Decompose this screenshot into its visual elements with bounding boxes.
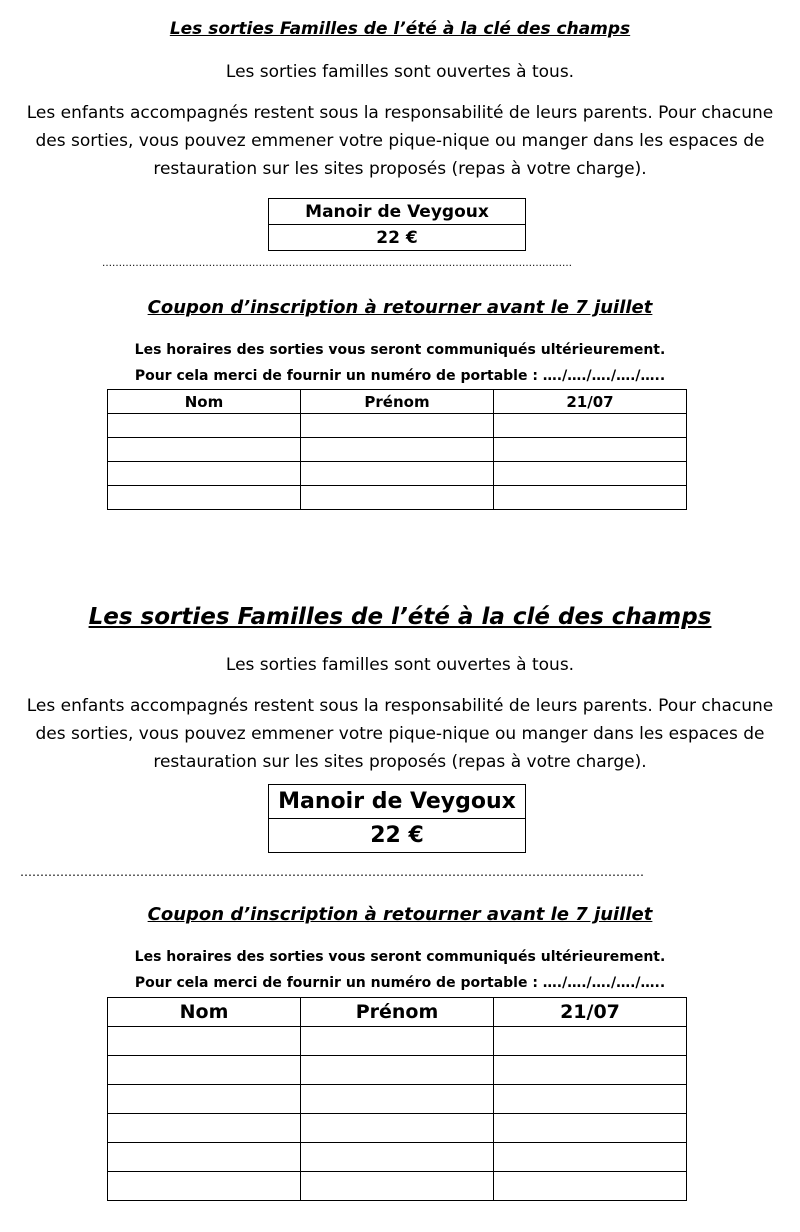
cell-nom[interactable] bbox=[108, 1172, 301, 1201]
section1-price: 22 € bbox=[269, 225, 526, 251]
table-row bbox=[108, 1114, 687, 1143]
cell-nom[interactable] bbox=[108, 1114, 301, 1143]
section2-phone-note: Pour cela merci de fournir un numéro de portable : …./…./…./…./….. bbox=[134, 975, 666, 991]
section2-schedule-note: Les horaires des sorties vous seront communiqués ultérieurement. bbox=[134, 949, 666, 965]
table-row bbox=[108, 438, 687, 462]
section2-venue: Manoir de Veygoux bbox=[269, 785, 526, 819]
section1-phone-note: Pour cela merci de fournir un numéro de portable : …./…./…./…./….. bbox=[134, 368, 666, 384]
table-row bbox=[108, 486, 687, 510]
section1-separator: …………………………………………………………………………………………………………………………… bbox=[102, 258, 572, 269]
cell-nom[interactable] bbox=[108, 438, 301, 462]
header-prenom: Prénom bbox=[301, 390, 494, 414]
header-date: 21/07 bbox=[494, 998, 687, 1027]
section1-venue: Manoir de Veygoux bbox=[269, 199, 526, 225]
cell-date[interactable] bbox=[494, 462, 687, 486]
cell-date[interactable] bbox=[494, 414, 687, 438]
section1-paragraph-line3: restauration sur les sites proposés (repas à votre charge). bbox=[153, 159, 647, 179]
section2-price-box bbox=[268, 784, 526, 853]
cell-nom[interactable] bbox=[108, 462, 301, 486]
cell-prenom[interactable] bbox=[301, 486, 494, 510]
section2-separator: ………………………………………………………………………………………………………………………………………… bbox=[20, 865, 644, 879]
table-row bbox=[108, 1056, 687, 1085]
section2-price: 22 € bbox=[269, 819, 526, 853]
table-header-row bbox=[108, 998, 687, 1027]
cell-date[interactable] bbox=[494, 486, 687, 510]
cell-date[interactable] bbox=[494, 438, 687, 462]
section1-schedule-note: Les horaires des sorties vous seront communiqués ultérieurement. bbox=[134, 342, 666, 358]
section2-title: Les sorties Familles de l’été à la clé des champs bbox=[88, 604, 712, 630]
header-date: 21/07 bbox=[494, 390, 687, 414]
section1-registration-table bbox=[107, 389, 687, 510]
cell-date[interactable] bbox=[494, 1143, 687, 1172]
cell-prenom[interactable] bbox=[301, 414, 494, 438]
cell-prenom[interactable] bbox=[301, 1143, 494, 1172]
cell-date[interactable] bbox=[494, 1172, 687, 1201]
section2-paragraph-line2: des sorties, vous pouvez emmener votre pique-nique ou manger dans les espaces de bbox=[35, 724, 765, 744]
cell-nom[interactable] bbox=[108, 486, 301, 510]
cell-prenom[interactable] bbox=[301, 1027, 494, 1056]
cell-date[interactable] bbox=[494, 1056, 687, 1085]
cell-nom[interactable] bbox=[108, 1056, 301, 1085]
cell-nom[interactable] bbox=[108, 414, 301, 438]
section2-coupon-title: Coupon d’inscription à retourner avant le 7 juillet bbox=[147, 904, 653, 925]
cell-date[interactable] bbox=[494, 1085, 687, 1114]
cell-date[interactable] bbox=[494, 1114, 687, 1143]
table-row bbox=[108, 1027, 687, 1056]
section1-title: Les sorties Familles de l’été à la clé des champs bbox=[169, 19, 631, 39]
cell-prenom[interactable] bbox=[301, 1114, 494, 1143]
header-prenom: Prénom bbox=[301, 998, 494, 1027]
section2-registration-table bbox=[107, 997, 687, 1201]
table-header-row bbox=[108, 390, 687, 414]
table-row bbox=[108, 462, 687, 486]
section2-paragraph-line1: Les enfants accompagnés restent sous la responsabilité de leurs parents. Pour chacune bbox=[26, 696, 774, 716]
header-nom: Nom bbox=[108, 998, 301, 1027]
header-nom: Nom bbox=[108, 390, 301, 414]
cell-prenom[interactable] bbox=[301, 462, 494, 486]
cell-nom[interactable] bbox=[108, 1085, 301, 1114]
section2-intro: Les sorties familles sont ouvertes à tous. bbox=[225, 655, 575, 675]
table-row bbox=[108, 1085, 687, 1114]
section1-coupon-title: Coupon d’inscription à retourner avant le 7 juillet bbox=[147, 297, 653, 318]
cell-prenom[interactable] bbox=[301, 1056, 494, 1085]
section2-paragraph-line3: restauration sur les sites proposés (repas à votre charge). bbox=[153, 752, 647, 772]
table-row bbox=[108, 414, 687, 438]
section1-paragraph-line2: des sorties, vous pouvez emmener votre pique-nique ou manger dans les espaces de bbox=[35, 131, 765, 151]
section1-paragraph-line1: Les enfants accompagnés restent sous la responsabilité de leurs parents. Pour chacune bbox=[26, 103, 774, 123]
table-row bbox=[108, 1143, 687, 1172]
cell-nom[interactable] bbox=[108, 1143, 301, 1172]
section1-price-box bbox=[268, 198, 526, 251]
cell-prenom[interactable] bbox=[301, 1172, 494, 1201]
section1-intro: Les sorties familles sont ouvertes à tous. bbox=[225, 62, 575, 82]
table-row bbox=[108, 1172, 687, 1201]
cell-date[interactable] bbox=[494, 1027, 687, 1056]
cell-nom[interactable] bbox=[108, 1027, 301, 1056]
cell-prenom[interactable] bbox=[301, 1085, 494, 1114]
cell-prenom[interactable] bbox=[301, 438, 494, 462]
